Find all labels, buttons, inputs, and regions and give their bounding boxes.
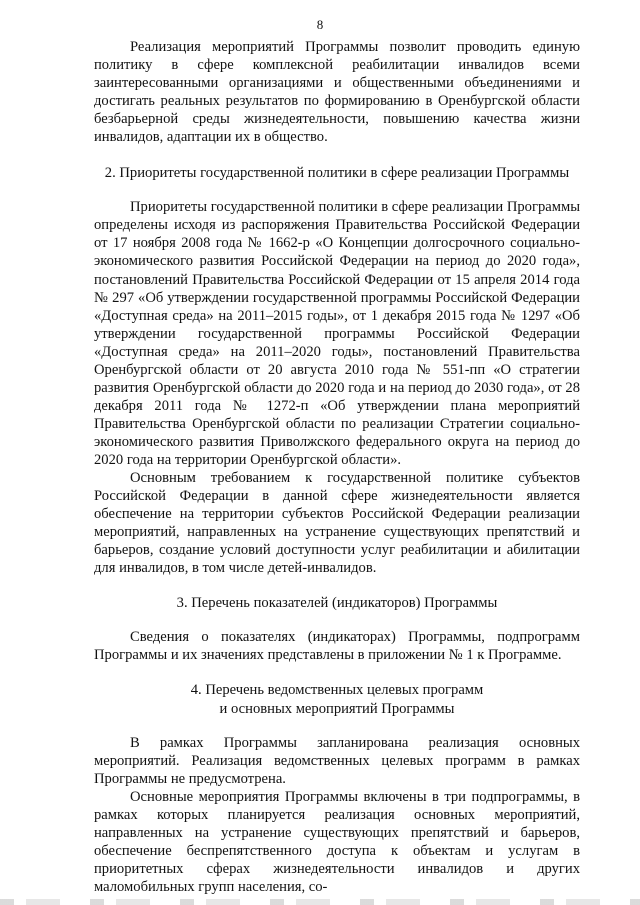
- section-3-paragraph-1: Сведения о показателях (индикаторах) Программы, подпрограмм Программы и их значениях представлены в приложении № 1 к Программе.: [94, 629, 580, 664]
- section-4-heading-line-1: 4. Перечень ведомственных целевых программ: [190, 682, 484, 699]
- section-4-paragraph-1: В рамках Программы запланирована реализация основных мероприятий. Реализация ведомственных целевых программ в рамках Программы не предусмотрена.: [94, 734, 580, 787]
- page-number: 8: [316, 17, 324, 32]
- intro-paragraph: Реализация мероприятий Программы позволит проводить единую политику в сфере комплексной реабилитации инвалидов всеми заинтересованными организациями и общественными объединениями и достигать реальных результатов по формированию в Оренбургской области безбарьерной среды жизнедеятельности, повышению качества жизни инвалидов, адаптации их в общество.: [94, 39, 580, 146]
- document-body: [94, 38, 580, 896]
- section-2-heading: 2. Приоритеты государственной политики в сфере реализации Программы: [104, 165, 570, 182]
- section-2-paragraph-1: Приоритеты государственной политики в сфере реализации Программы определены исходя из распоряжения Правительства Российской Федерации от 17 ноября 2008 года № 1662-р «О Концепции долгосрочного социально-экономического развития Российской Федерации на период до 2020 года», постановлений Правительства Российской Федерации от 15 апреля 2014 года № 297 «Об утверждении государственной программы Российской Федерации «Доступная среда» на 2011–2015 годы», от 1 декабря 2015 года № 1297 «Об утверждении государственной программы Российской Федерации «Доступная среда» на 2011–2020 годы», постановлений Правительства Оренбургской области от 20 августа 2010 года № 551-пп «О стратегии развития Оренбургской области до 2020 года и на период до 2030 года», от 28 декабря 2011 года № 1272-п «Об утверждении плана мероприятий Правительства Оренбургской области по реализации Стратегии социально-экономического развития Приволжского федерального округа на период до 2020 года на территории Оренбургской области».: [94, 199, 580, 468]
- section-3-heading: 3. Перечень показателей (индикаторов) Программы: [176, 595, 498, 612]
- section-4-paragraph-2: Основные мероприятия Программы включены в три подпрограммы, в рамках которых планируется реализация основных мероприятий, направленных на устранение существующих препятствий и барьеров, обеспечение беспрепятственного доступа к объектам и услугам в приоритетных сферах жизнедеятельности инвалидов и других маломобильных групп населения, со-: [94, 788, 580, 895]
- section-4-heading-line-2: и основных мероприятий Программы: [219, 700, 455, 717]
- section-2-paragraph-2: Основным требованием к государственной политике субъектов Российской Федерации в данной сфере жизнедеятельности является обеспечение на территории субъектов Российской Федерации реализации мероприятий, направленных на устранение существующих препятствий и барьеров, создание условий доступности услуг реабилитации и абилитации для инвалидов, в том числе детей-инвалидов.: [94, 470, 580, 577]
- scan-artifact-footer: [0, 899, 640, 905]
